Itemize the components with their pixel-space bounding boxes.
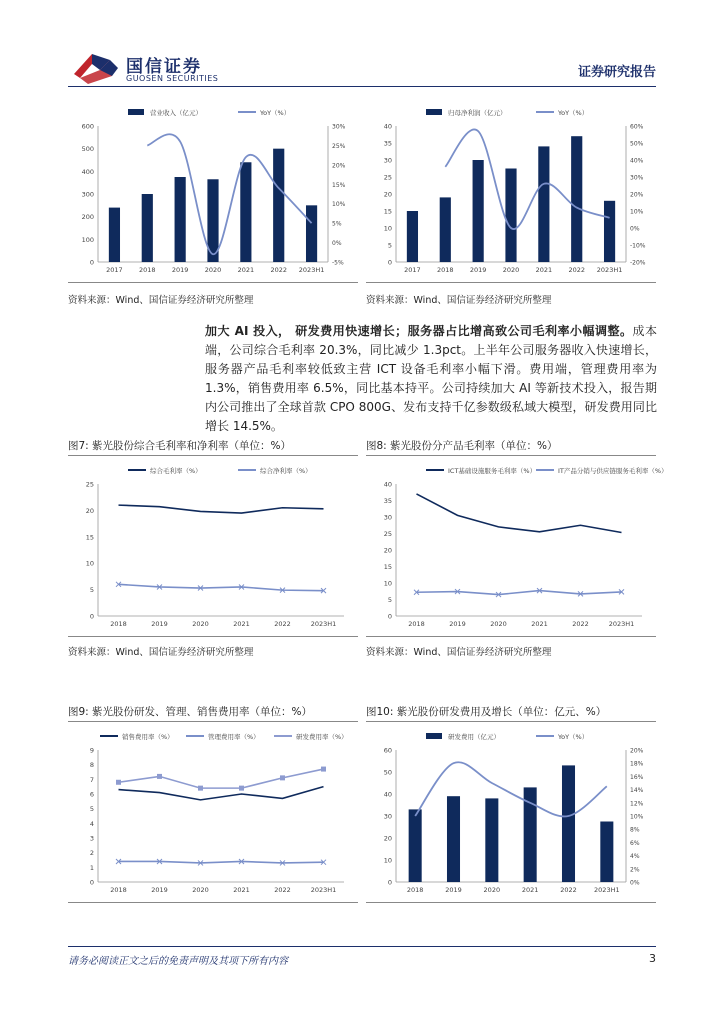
y-tick-label: 15 [383, 563, 392, 571]
y-tick-label: 30 [383, 156, 392, 165]
x-tick-label: 2020 [204, 266, 222, 274]
figure-title: 图10: 紫光股份研发费用及增长（单位：亿元、%） [366, 706, 607, 718]
y-right-tick-label: 10% [630, 208, 644, 216]
y-right-tick-label: 20% [630, 191, 644, 199]
chart-product-margin-svg [366, 458, 668, 634]
x-tick-label: 2020 [483, 886, 501, 894]
bar [485, 798, 498, 882]
data-point [116, 780, 121, 785]
x-tick-label: 2018 [408, 620, 425, 628]
y-tick-label: 50 [383, 768, 392, 777]
legend-label: ICT基础设施服务毛利率（%） [448, 467, 537, 475]
x-tick-label: 2020 [502, 266, 520, 274]
chart-net-profit [366, 100, 656, 280]
legend-label: 销售费用率（%） [122, 733, 174, 741]
y-right-tick-label: 4% [630, 853, 640, 861]
bar [240, 162, 251, 262]
y-right-tick-label: 8% [630, 826, 640, 834]
y-tick-label: 35 [383, 497, 392, 505]
y-right-tick-label: 50% [630, 140, 644, 148]
chart-revenue [68, 100, 358, 280]
legend-swatch [426, 109, 442, 115]
chart-net-profit-svg [366, 100, 656, 280]
legend-label: 综合净利率（%） [260, 467, 312, 475]
data-point [157, 774, 162, 779]
y-right-tick-label: 30% [332, 123, 346, 131]
y-tick-label: 500 [81, 145, 94, 154]
y-tick-label: 30 [383, 812, 392, 821]
y-tick-label: 10 [383, 579, 392, 588]
x-tick-label: 2021 [233, 886, 250, 894]
y-right-tick-label: 6% [630, 839, 640, 847]
y-right-tick-label: 40% [630, 157, 644, 165]
body-paragraph [205, 322, 657, 436]
y-tick-label: 0 [89, 878, 94, 887]
y-tick-label: 2 [89, 849, 94, 858]
y-tick-label: 5 [387, 596, 392, 604]
divider [366, 455, 656, 456]
x-tick-label: 2021 [521, 886, 539, 894]
x-tick-label: 2021 [233, 620, 250, 628]
x-tick-label: 2020 [192, 620, 209, 628]
y-tick-label: 5 [89, 805, 94, 814]
y-tick-label: 0 [89, 258, 94, 267]
y-tick-label: 200 [81, 213, 94, 222]
x-tick-label: 2022 [270, 266, 287, 274]
divider [68, 455, 358, 456]
paragraph-body: 成本端，公司综合毛利率 20.3%，同比减少 1.3pct。上半年公司服务器收入快速增长，服务器产品毛利率较低致主营 ICT 设备毛利率小幅下滑。费用端，管理费用率为 1.3%，销售费用率 6.5%，同比基本持平。公司持续加大 AI 等新技术投入，报告期内公司推出了全球首款 CPO 800G、发布支持千亿参数级私域大模型，研发费用同比增长 14.5%。 [205, 324, 657, 433]
divider [68, 902, 358, 903]
y-right-tick-label: 12% [630, 800, 644, 808]
y-tick-label: 1 [89, 863, 94, 872]
y-right-tick-label: 15% [332, 181, 346, 189]
header-divider [68, 86, 656, 87]
x-tick-label: 2022 [274, 886, 291, 894]
y-tick-label: 60 [383, 746, 392, 755]
bar [562, 765, 575, 882]
y-right-tick-label: 5% [332, 220, 342, 228]
chart-revenue-svg [68, 100, 358, 280]
y-tick-label: 5 [387, 241, 392, 250]
y-tick-label: 35 [383, 139, 392, 148]
x-tick-label: 2022 [568, 266, 585, 274]
x-tick-label: 2019 [151, 620, 168, 628]
legend-swatch [426, 733, 442, 739]
data-point [198, 786, 203, 791]
bar [447, 796, 460, 882]
x-tick-label: 2018 [406, 886, 424, 894]
bar [407, 211, 418, 262]
y-tick-label: 9 [89, 746, 94, 755]
brand-name: 国信证券 [126, 57, 202, 77]
x-tick-label: 2018 [110, 620, 127, 628]
y-right-tick-label: 60% [630, 123, 644, 131]
brand-name-en: GUOSEN SECURITIES [126, 74, 219, 83]
bar [175, 177, 186, 262]
divider [366, 902, 656, 903]
y-tick-label: 0 [387, 878, 392, 887]
x-tick-label: 2019 [171, 266, 189, 274]
chart-margin-svg [68, 458, 358, 634]
series-line [119, 505, 324, 513]
bar [538, 146, 549, 262]
x-tick-label: 2023H1 [298, 266, 325, 274]
x-tick-label: 2023H1 [310, 620, 337, 628]
y-tick-label: 4 [89, 819, 94, 828]
series-line [119, 861, 324, 862]
y-tick-label: 0 [387, 612, 392, 621]
x-tick-label: 2019 [151, 886, 168, 894]
x-tick-label: 2017 [404, 266, 421, 274]
divider [68, 282, 358, 283]
y-right-tick-label: 2% [630, 866, 640, 874]
bar [604, 201, 615, 262]
y-right-tick-label: 0% [630, 879, 640, 887]
x-tick-label: 2018 [139, 266, 156, 274]
source-note: 资料来源：Wind、国信证券经济研究所整理 [68, 647, 254, 658]
divider [366, 282, 656, 283]
bar [142, 194, 153, 262]
bar [409, 809, 422, 882]
legend-label: YoY（%） [260, 109, 291, 117]
y-tick-label: 3 [89, 834, 94, 843]
x-tick-label: 2022 [572, 620, 589, 628]
x-tick-label: 2023H1 [596, 266, 623, 274]
x-tick-label: 2023H1 [594, 886, 620, 894]
legend-label: 综合毛利率（%） [150, 467, 202, 475]
bar [306, 205, 317, 262]
y-right-tick-label: 30% [630, 174, 644, 182]
legend-swatch [128, 109, 144, 115]
page-number: 3 [649, 952, 656, 965]
y-right-tick-label: 20% [630, 747, 644, 755]
y-tick-label: 20 [383, 834, 392, 843]
figure-title: 图7: 紫光股份综合毛利率和净利率（单位：%） [68, 440, 292, 452]
yoy-line [445, 129, 609, 229]
source-note: 资料来源：Wind、国信证券经济研究所整理 [366, 295, 552, 306]
y-tick-label: 20 [383, 546, 392, 555]
bar [273, 149, 284, 262]
source-note: 资料来源：Wind、国信证券经济研究所整理 [68, 295, 254, 306]
bar [440, 197, 451, 262]
legend-label: YoY（%） [558, 733, 589, 741]
y-right-tick-label: -20% [630, 259, 646, 267]
divider [68, 636, 358, 637]
y-right-tick-label: 20% [332, 162, 346, 170]
y-tick-label: 25 [85, 480, 94, 489]
series-line [417, 591, 622, 595]
y-tick-label: 25 [383, 173, 392, 182]
series-line [119, 769, 324, 788]
bar [109, 208, 120, 262]
y-tick-label: 300 [81, 190, 94, 199]
data-point [321, 767, 326, 772]
y-tick-label: 15 [383, 207, 392, 216]
x-tick-label: 2019 [469, 266, 487, 274]
data-point [280, 775, 285, 780]
x-tick-label: 2023H1 [310, 886, 337, 894]
y-tick-label: 40 [383, 480, 392, 489]
disclaimer-note: 请务必阅读正文之后的免责声明及其项下所有内容 [68, 956, 288, 967]
series-line [417, 494, 622, 533]
x-tick-label: 2020 [490, 620, 507, 628]
y-right-tick-label: 14% [630, 787, 644, 795]
y-tick-label: 600 [81, 122, 94, 131]
legend-label: 归母净利润（亿元） [448, 109, 507, 117]
x-tick-label: 2022 [274, 620, 291, 628]
y-tick-label: 8 [89, 761, 94, 770]
chart-expense-ratio [68, 724, 358, 900]
divider [68, 721, 358, 722]
bar [473, 160, 484, 262]
x-tick-label: 2020 [192, 886, 209, 894]
y-right-tick-label: 10% [332, 201, 346, 209]
y-tick-label: 0 [387, 258, 392, 267]
chart-rd-expense-svg [366, 724, 656, 900]
y-right-tick-label: 25% [332, 142, 346, 150]
y-tick-label: 40 [383, 790, 392, 799]
y-right-tick-label: 18% [630, 760, 644, 768]
bar [505, 169, 516, 263]
x-tick-label: 2022 [560, 886, 577, 894]
y-tick-label: 100 [81, 235, 94, 244]
y-tick-label: 10 [383, 224, 392, 233]
chart-product-margin [366, 458, 668, 634]
chart-margin [68, 458, 358, 634]
x-tick-label: 2019 [445, 886, 462, 894]
x-tick-label: 2023H1 [608, 620, 635, 628]
y-tick-label: 0 [89, 612, 94, 621]
y-tick-label: 10 [383, 856, 392, 865]
y-right-tick-label: 0% [332, 240, 342, 248]
divider [366, 636, 656, 637]
data-point [239, 786, 244, 791]
legend-label: 研发费用（亿元） [448, 733, 500, 741]
chart-rd-expense [366, 724, 656, 900]
paragraph-lead: 加大 AI 投入， 研发费用快速增长；服务器占比增高致公司毛利率小幅调整。 [205, 324, 633, 338]
y-tick-label: 10 [85, 559, 94, 568]
y-tick-label: 400 [81, 167, 94, 176]
y-right-tick-label: 16% [630, 773, 644, 781]
x-tick-label: 2017 [106, 266, 123, 274]
y-right-tick-label: -10% [630, 242, 646, 250]
y-right-tick-label: 0% [630, 225, 640, 233]
x-tick-label: 2021 [535, 266, 553, 274]
figure-title: 图8: 紫光股份分产品毛利率（单位：%） [366, 440, 558, 452]
bar [600, 822, 613, 883]
y-tick-label: 7 [89, 775, 94, 784]
chart-expense-ratio-svg [68, 724, 358, 900]
y-tick-label: 30 [383, 513, 392, 522]
y-tick-label: 25 [383, 530, 392, 538]
legend-label: 管理费用率（%） [208, 733, 260, 741]
x-tick-label: 2021 [237, 266, 255, 274]
legend-label: IT产品分销与供应链服务毛利率（%） [558, 467, 668, 475]
figure-title: 图9: 紫光股份研发、管理、销售费用率（单位：%） [68, 706, 313, 718]
y-right-tick-label: -5% [332, 259, 344, 267]
footer-divider [68, 946, 656, 947]
yoy-line [147, 134, 311, 254]
x-tick-label: 2018 [110, 886, 127, 894]
report-type: 证券研究报告 [577, 65, 656, 80]
y-right-tick-label: 10% [630, 813, 644, 821]
y-tick-label: 6 [89, 790, 94, 799]
x-tick-label: 2018 [437, 266, 454, 274]
bar [571, 136, 582, 262]
legend-label: 研发费用率（%） [296, 733, 348, 741]
y-tick-label: 20 [85, 506, 94, 515]
x-tick-label: 2019 [449, 620, 466, 628]
x-tick-label: 2021 [531, 620, 548, 628]
y-tick-label: 20 [383, 190, 392, 199]
series-line [119, 584, 324, 590]
divider [366, 721, 656, 722]
guosen-logo-icon [70, 50, 126, 86]
legend-label: 营业收入（亿元） [150, 109, 202, 117]
source-note: 资料来源：Wind、国信证券经济研究所整理 [366, 647, 552, 658]
y-tick-label: 15 [85, 533, 94, 542]
legend-label: YoY（%） [558, 109, 589, 117]
yoy-line [415, 762, 607, 816]
y-tick-label: 5 [89, 586, 94, 595]
y-tick-label: 40 [383, 122, 392, 131]
